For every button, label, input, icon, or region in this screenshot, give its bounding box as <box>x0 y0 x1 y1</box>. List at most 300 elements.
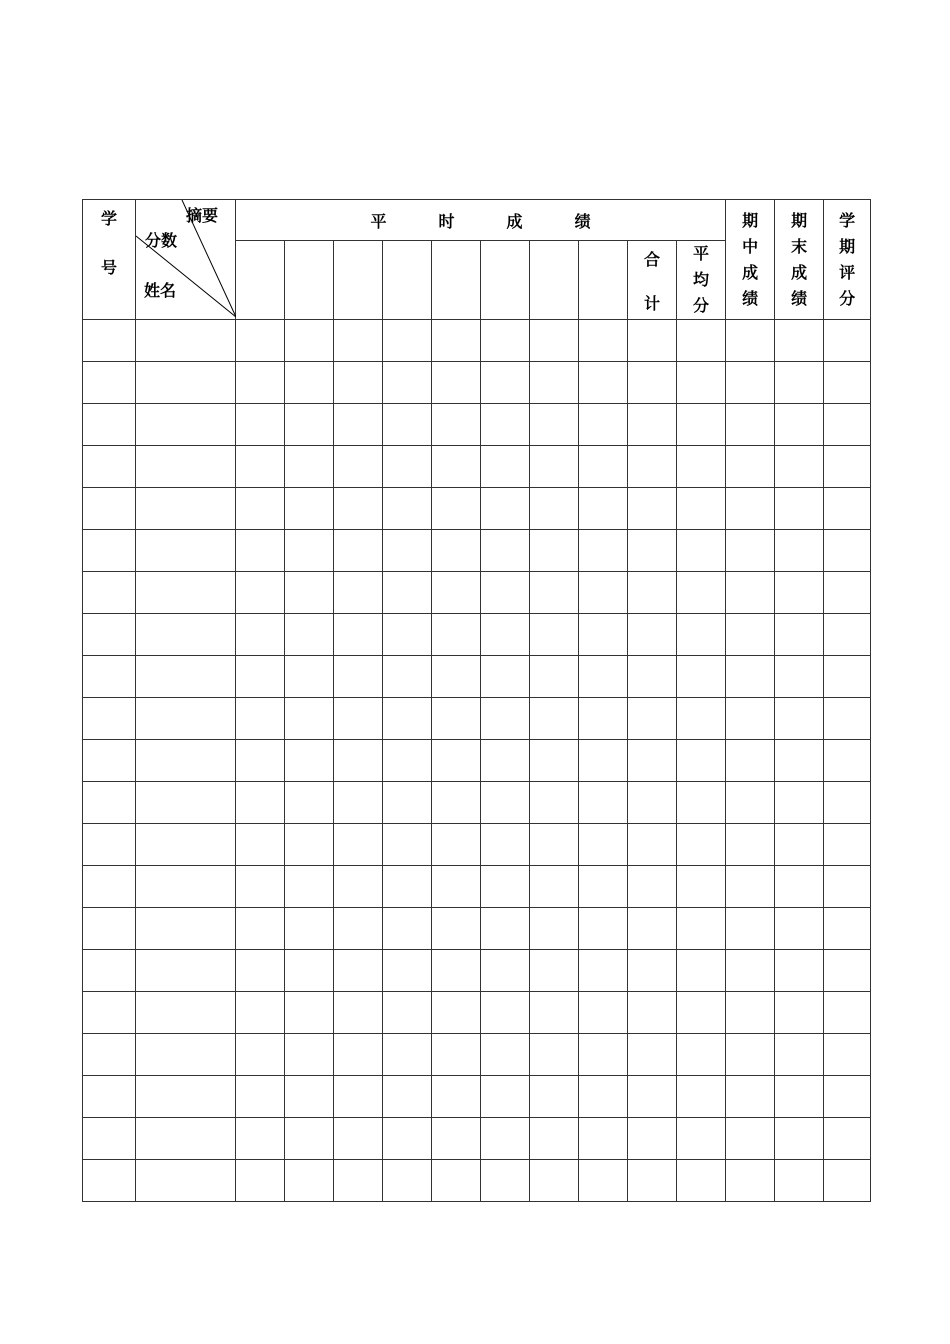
final-cell[interactable] <box>775 320 824 362</box>
score-cell[interactable] <box>236 740 285 782</box>
average-cell[interactable] <box>677 1118 726 1160</box>
score-cell[interactable] <box>236 446 285 488</box>
score-cell[interactable] <box>481 656 530 698</box>
score-cell[interactable] <box>579 1160 628 1202</box>
score-cell[interactable] <box>432 362 481 404</box>
student-no-cell[interactable] <box>83 950 136 992</box>
score-cell[interactable] <box>236 1160 285 1202</box>
midterm-cell[interactable] <box>726 1034 775 1076</box>
total-cell[interactable] <box>628 572 677 614</box>
score-cell[interactable] <box>236 572 285 614</box>
name-cell[interactable] <box>136 1118 236 1160</box>
score-cell[interactable] <box>432 530 481 572</box>
name-cell[interactable] <box>136 740 236 782</box>
score-cell[interactable] <box>579 404 628 446</box>
final-cell[interactable] <box>775 446 824 488</box>
score-cell[interactable] <box>334 740 383 782</box>
semester-cell[interactable] <box>824 950 871 992</box>
score-cell[interactable] <box>481 572 530 614</box>
total-cell[interactable] <box>628 698 677 740</box>
score-cell[interactable] <box>579 698 628 740</box>
score-cell[interactable] <box>285 404 334 446</box>
name-cell[interactable] <box>136 1034 236 1076</box>
midterm-cell[interactable] <box>726 698 775 740</box>
score-cell[interactable] <box>530 740 579 782</box>
semester-cell[interactable] <box>824 908 871 950</box>
score-cell[interactable] <box>530 866 579 908</box>
semester-cell[interactable] <box>824 698 871 740</box>
final-cell[interactable] <box>775 362 824 404</box>
name-cell[interactable] <box>136 950 236 992</box>
score-cell[interactable] <box>481 320 530 362</box>
score-cell[interactable] <box>481 530 530 572</box>
midterm-cell[interactable] <box>726 740 775 782</box>
student-no-cell[interactable] <box>83 488 136 530</box>
score-cell[interactable] <box>530 1076 579 1118</box>
score-cell[interactable] <box>530 488 579 530</box>
score-cell[interactable] <box>383 362 432 404</box>
score-cell[interactable] <box>334 1034 383 1076</box>
average-cell[interactable] <box>677 530 726 572</box>
score-cell[interactable] <box>530 362 579 404</box>
average-cell[interactable] <box>677 782 726 824</box>
semester-cell[interactable] <box>824 572 871 614</box>
score-cell[interactable] <box>432 824 481 866</box>
name-cell[interactable] <box>136 572 236 614</box>
midterm-cell[interactable] <box>726 1160 775 1202</box>
student-no-cell[interactable] <box>83 1076 136 1118</box>
student-no-cell[interactable] <box>83 824 136 866</box>
semester-cell[interactable] <box>824 656 871 698</box>
score-cell[interactable] <box>579 530 628 572</box>
name-cell[interactable] <box>136 362 236 404</box>
semester-cell[interactable] <box>824 866 871 908</box>
score-cell[interactable] <box>579 992 628 1034</box>
semester-cell[interactable] <box>824 320 871 362</box>
final-cell[interactable] <box>775 656 824 698</box>
score-cell[interactable] <box>530 950 579 992</box>
total-cell[interactable] <box>628 614 677 656</box>
final-cell[interactable] <box>775 698 824 740</box>
name-cell[interactable] <box>136 320 236 362</box>
score-cell[interactable] <box>579 614 628 656</box>
semester-cell[interactable] <box>824 404 871 446</box>
score-cell[interactable] <box>579 572 628 614</box>
midterm-cell[interactable] <box>726 1118 775 1160</box>
score-cell[interactable] <box>579 740 628 782</box>
midterm-cell[interactable] <box>726 992 775 1034</box>
midterm-cell[interactable] <box>726 824 775 866</box>
total-cell[interactable] <box>628 908 677 950</box>
name-cell[interactable] <box>136 530 236 572</box>
score-cell[interactable] <box>285 320 334 362</box>
student-no-cell[interactable] <box>83 1034 136 1076</box>
score-cell[interactable] <box>236 488 285 530</box>
score-cell[interactable] <box>334 446 383 488</box>
score-cell[interactable] <box>383 992 432 1034</box>
student-no-cell[interactable] <box>83 992 136 1034</box>
final-cell[interactable] <box>775 908 824 950</box>
score-cell[interactable] <box>432 488 481 530</box>
score-cell[interactable] <box>236 614 285 656</box>
score-cell[interactable] <box>481 698 530 740</box>
score-cell[interactable] <box>334 824 383 866</box>
average-cell[interactable] <box>677 740 726 782</box>
student-no-cell[interactable] <box>83 698 136 740</box>
score-cell[interactable] <box>530 908 579 950</box>
total-cell[interactable] <box>628 950 677 992</box>
midterm-cell[interactable] <box>726 446 775 488</box>
score-cell[interactable] <box>383 908 432 950</box>
score-cell[interactable] <box>334 404 383 446</box>
score-cell[interactable] <box>383 614 432 656</box>
score-cell[interactable] <box>334 782 383 824</box>
score-cell[interactable] <box>236 1076 285 1118</box>
midterm-cell[interactable] <box>726 782 775 824</box>
student-no-cell[interactable] <box>83 614 136 656</box>
total-cell[interactable] <box>628 866 677 908</box>
score-cell[interactable] <box>432 1034 481 1076</box>
score-cell[interactable] <box>432 572 481 614</box>
student-no-cell[interactable] <box>83 572 136 614</box>
average-cell[interactable] <box>677 362 726 404</box>
score-cell[interactable] <box>383 446 432 488</box>
score-cell[interactable] <box>383 1076 432 1118</box>
score-cell[interactable] <box>579 1034 628 1076</box>
score-cell[interactable] <box>579 656 628 698</box>
score-cell[interactable] <box>334 1076 383 1118</box>
average-cell[interactable] <box>677 446 726 488</box>
score-cell[interactable] <box>285 782 334 824</box>
score-cell[interactable] <box>432 992 481 1034</box>
score-cell[interactable] <box>236 404 285 446</box>
score-cell[interactable] <box>383 782 432 824</box>
midterm-cell[interactable] <box>726 320 775 362</box>
semester-cell[interactable] <box>824 1118 871 1160</box>
score-cell[interactable] <box>579 1076 628 1118</box>
average-cell[interactable] <box>677 824 726 866</box>
semester-cell[interactable] <box>824 1160 871 1202</box>
final-cell[interactable] <box>775 488 824 530</box>
student-no-cell[interactable] <box>83 782 136 824</box>
score-cell[interactable] <box>285 1076 334 1118</box>
score-cell[interactable] <box>334 572 383 614</box>
average-cell[interactable] <box>677 950 726 992</box>
score-cell[interactable] <box>285 614 334 656</box>
score-cell[interactable] <box>481 362 530 404</box>
semester-cell[interactable] <box>824 1076 871 1118</box>
score-cell[interactable] <box>432 656 481 698</box>
score-cell[interactable] <box>530 320 579 362</box>
score-cell[interactable] <box>530 1034 579 1076</box>
semester-cell[interactable] <box>824 740 871 782</box>
score-cell[interactable] <box>334 950 383 992</box>
name-cell[interactable] <box>136 656 236 698</box>
score-cell[interactable] <box>334 488 383 530</box>
score-cell[interactable] <box>530 992 579 1034</box>
average-cell[interactable] <box>677 614 726 656</box>
total-cell[interactable] <box>628 740 677 782</box>
name-cell[interactable] <box>136 782 236 824</box>
score-cell[interactable] <box>481 950 530 992</box>
average-cell[interactable] <box>677 908 726 950</box>
total-cell[interactable] <box>628 1118 677 1160</box>
score-cell[interactable] <box>579 824 628 866</box>
score-cell[interactable] <box>530 1160 579 1202</box>
final-cell[interactable] <box>775 1118 824 1160</box>
student-no-cell[interactable] <box>83 362 136 404</box>
score-cell[interactable] <box>334 656 383 698</box>
score-cell[interactable] <box>432 446 481 488</box>
average-cell[interactable] <box>677 1160 726 1202</box>
final-cell[interactable] <box>775 614 824 656</box>
final-cell[interactable] <box>775 404 824 446</box>
total-cell[interactable] <box>628 1076 677 1118</box>
score-cell[interactable] <box>334 866 383 908</box>
final-cell[interactable] <box>775 1076 824 1118</box>
score-cell[interactable] <box>285 362 334 404</box>
student-no-cell[interactable] <box>83 866 136 908</box>
score-cell[interactable] <box>530 572 579 614</box>
name-cell[interactable] <box>136 908 236 950</box>
total-cell[interactable] <box>628 320 677 362</box>
midterm-cell[interactable] <box>726 614 775 656</box>
score-cell[interactable] <box>236 698 285 740</box>
score-cell[interactable] <box>285 1160 334 1202</box>
score-cell[interactable] <box>530 614 579 656</box>
midterm-cell[interactable] <box>726 1076 775 1118</box>
score-cell[interactable] <box>236 992 285 1034</box>
score-cell[interactable] <box>334 614 383 656</box>
score-cell[interactable] <box>383 656 432 698</box>
score-cell[interactable] <box>432 1160 481 1202</box>
average-cell[interactable] <box>677 992 726 1034</box>
final-cell[interactable] <box>775 572 824 614</box>
total-cell[interactable] <box>628 992 677 1034</box>
score-cell[interactable] <box>334 992 383 1034</box>
score-cell[interactable] <box>432 782 481 824</box>
score-cell[interactable] <box>285 446 334 488</box>
score-cell[interactable] <box>481 992 530 1034</box>
score-cell[interactable] <box>236 866 285 908</box>
score-cell[interactable] <box>383 740 432 782</box>
name-cell[interactable] <box>136 1160 236 1202</box>
score-cell[interactable] <box>285 656 334 698</box>
average-cell[interactable] <box>677 866 726 908</box>
name-cell[interactable] <box>136 1076 236 1118</box>
total-cell[interactable] <box>628 782 677 824</box>
score-cell[interactable] <box>579 950 628 992</box>
score-cell[interactable] <box>236 908 285 950</box>
average-cell[interactable] <box>677 1034 726 1076</box>
score-cell[interactable] <box>481 1160 530 1202</box>
score-cell[interactable] <box>334 698 383 740</box>
total-cell[interactable] <box>628 656 677 698</box>
total-cell[interactable] <box>628 824 677 866</box>
score-cell[interactable] <box>383 1160 432 1202</box>
score-cell[interactable] <box>285 908 334 950</box>
score-cell[interactable] <box>334 1160 383 1202</box>
student-no-cell[interactable] <box>83 530 136 572</box>
score-cell[interactable] <box>530 446 579 488</box>
total-cell[interactable] <box>628 446 677 488</box>
score-cell[interactable] <box>383 950 432 992</box>
score-cell[interactable] <box>530 656 579 698</box>
score-cell[interactable] <box>432 866 481 908</box>
score-cell[interactable] <box>481 866 530 908</box>
midterm-cell[interactable] <box>726 656 775 698</box>
final-cell[interactable] <box>775 950 824 992</box>
score-cell[interactable] <box>285 992 334 1034</box>
semester-cell[interactable] <box>824 824 871 866</box>
score-cell[interactable] <box>530 404 579 446</box>
score-cell[interactable] <box>481 446 530 488</box>
score-cell[interactable] <box>530 824 579 866</box>
score-cell[interactable] <box>432 908 481 950</box>
name-cell[interactable] <box>136 698 236 740</box>
name-cell[interactable] <box>136 404 236 446</box>
score-cell[interactable] <box>285 698 334 740</box>
score-cell[interactable] <box>285 950 334 992</box>
average-cell[interactable] <box>677 488 726 530</box>
score-cell[interactable] <box>383 1034 432 1076</box>
semester-cell[interactable] <box>824 362 871 404</box>
score-cell[interactable] <box>530 698 579 740</box>
semester-cell[interactable] <box>824 1034 871 1076</box>
average-cell[interactable] <box>677 656 726 698</box>
score-cell[interactable] <box>481 614 530 656</box>
final-cell[interactable] <box>775 782 824 824</box>
semester-cell[interactable] <box>824 782 871 824</box>
score-cell[interactable] <box>432 1118 481 1160</box>
score-cell[interactable] <box>579 362 628 404</box>
score-cell[interactable] <box>285 572 334 614</box>
student-no-cell[interactable] <box>83 320 136 362</box>
score-cell[interactable] <box>432 1076 481 1118</box>
student-no-cell[interactable] <box>83 446 136 488</box>
final-cell[interactable] <box>775 866 824 908</box>
score-cell[interactable] <box>334 320 383 362</box>
name-cell[interactable] <box>136 992 236 1034</box>
student-no-cell[interactable] <box>83 404 136 446</box>
score-cell[interactable] <box>285 824 334 866</box>
score-cell[interactable] <box>481 1118 530 1160</box>
midterm-cell[interactable] <box>726 362 775 404</box>
score-cell[interactable] <box>579 446 628 488</box>
average-cell[interactable] <box>677 572 726 614</box>
semester-cell[interactable] <box>824 530 871 572</box>
score-cell[interactable] <box>383 572 432 614</box>
score-cell[interactable] <box>530 1118 579 1160</box>
score-cell[interactable] <box>334 530 383 572</box>
score-cell[interactable] <box>481 1034 530 1076</box>
score-cell[interactable] <box>285 740 334 782</box>
average-cell[interactable] <box>677 698 726 740</box>
score-cell[interactable] <box>432 614 481 656</box>
score-cell[interactable] <box>432 698 481 740</box>
total-cell[interactable] <box>628 1160 677 1202</box>
score-cell[interactable] <box>530 530 579 572</box>
semester-cell[interactable] <box>824 488 871 530</box>
semester-cell[interactable] <box>824 614 871 656</box>
score-cell[interactable] <box>579 1118 628 1160</box>
total-cell[interactable] <box>628 488 677 530</box>
total-cell[interactable] <box>628 530 677 572</box>
score-cell[interactable] <box>334 908 383 950</box>
semester-cell[interactable] <box>824 446 871 488</box>
student-no-cell[interactable] <box>83 656 136 698</box>
score-cell[interactable] <box>432 740 481 782</box>
name-cell[interactable] <box>136 488 236 530</box>
student-no-cell[interactable] <box>83 1160 136 1202</box>
midterm-cell[interactable] <box>726 530 775 572</box>
score-cell[interactable] <box>432 404 481 446</box>
score-cell[interactable] <box>481 824 530 866</box>
score-cell[interactable] <box>481 782 530 824</box>
score-cell[interactable] <box>334 362 383 404</box>
score-cell[interactable] <box>383 1118 432 1160</box>
score-cell[interactable] <box>383 320 432 362</box>
score-cell[interactable] <box>481 908 530 950</box>
final-cell[interactable] <box>775 1034 824 1076</box>
name-cell[interactable] <box>136 824 236 866</box>
score-cell[interactable] <box>236 362 285 404</box>
final-cell[interactable] <box>775 740 824 782</box>
midterm-cell[interactable] <box>726 950 775 992</box>
score-cell[interactable] <box>383 824 432 866</box>
score-cell[interactable] <box>579 488 628 530</box>
score-cell[interactable] <box>285 488 334 530</box>
average-cell[interactable] <box>677 1076 726 1118</box>
score-cell[interactable] <box>432 950 481 992</box>
total-cell[interactable] <box>628 1034 677 1076</box>
midterm-cell[interactable] <box>726 866 775 908</box>
total-cell[interactable] <box>628 404 677 446</box>
score-cell[interactable] <box>579 908 628 950</box>
score-cell[interactable] <box>530 782 579 824</box>
score-cell[interactable] <box>579 866 628 908</box>
score-cell[interactable] <box>285 1118 334 1160</box>
total-cell[interactable] <box>628 362 677 404</box>
score-cell[interactable] <box>481 1076 530 1118</box>
name-cell[interactable] <box>136 446 236 488</box>
name-cell[interactable] <box>136 614 236 656</box>
student-no-cell[interactable] <box>83 1118 136 1160</box>
score-cell[interactable] <box>481 488 530 530</box>
score-cell[interactable] <box>579 782 628 824</box>
student-no-cell[interactable] <box>83 740 136 782</box>
name-cell[interactable] <box>136 866 236 908</box>
score-cell[interactable] <box>285 866 334 908</box>
score-cell[interactable] <box>383 698 432 740</box>
score-cell[interactable] <box>383 530 432 572</box>
score-cell[interactable] <box>285 530 334 572</box>
score-cell[interactable] <box>383 404 432 446</box>
score-cell[interactable] <box>236 656 285 698</box>
average-cell[interactable] <box>677 320 726 362</box>
student-no-cell[interactable] <box>83 908 136 950</box>
final-cell[interactable] <box>775 992 824 1034</box>
final-cell[interactable] <box>775 530 824 572</box>
final-cell[interactable] <box>775 824 824 866</box>
score-cell[interactable] <box>432 320 481 362</box>
score-cell[interactable] <box>236 1034 285 1076</box>
score-cell[interactable] <box>481 404 530 446</box>
midterm-cell[interactable] <box>726 908 775 950</box>
score-cell[interactable] <box>334 1118 383 1160</box>
final-cell[interactable] <box>775 1160 824 1202</box>
midterm-cell[interactable] <box>726 488 775 530</box>
